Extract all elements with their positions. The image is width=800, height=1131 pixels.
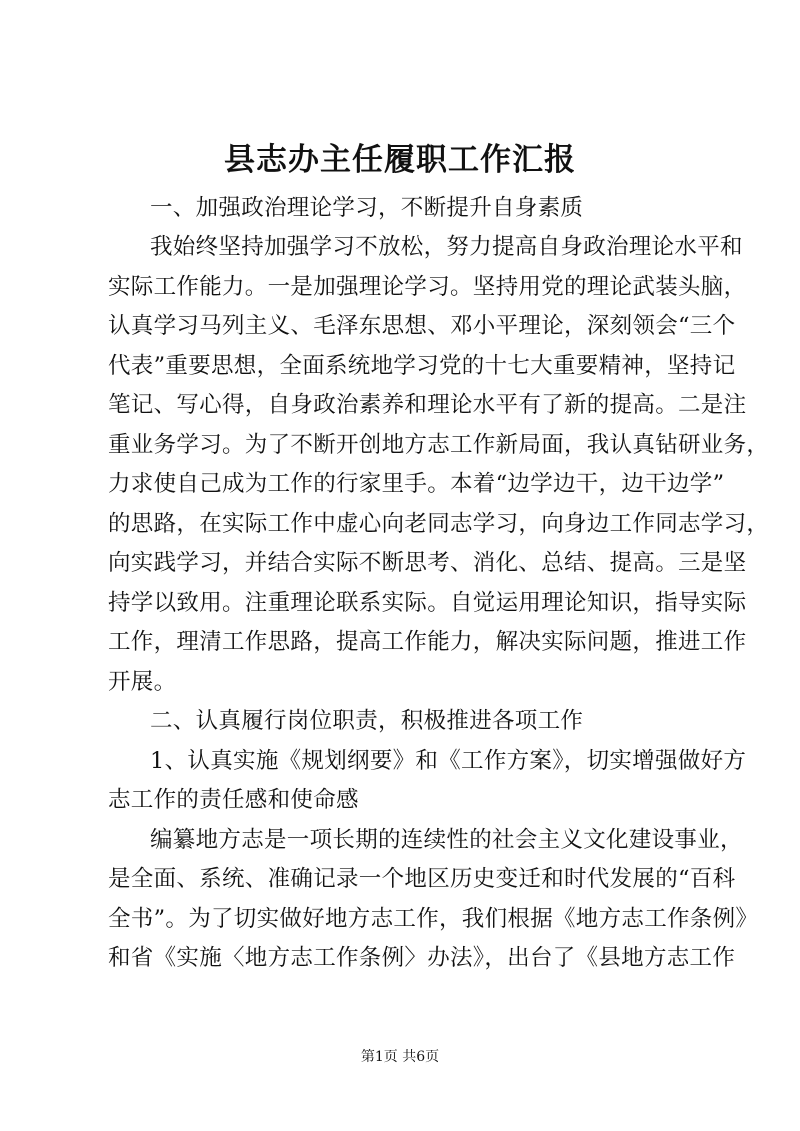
text-line-section-heading-1: 一、加强政治理论学习，不断提升自身素质 (150, 195, 584, 221)
text-line: 开展。 (108, 669, 177, 695)
page-number: 第1页 共6页 (360, 1049, 440, 1065)
text-line: 和省《实施〈地方志工作条例〉办法》，出台了《县地方志工作 (108, 945, 736, 971)
text-line: 持学以致用。注重理论联系实际。自觉运用理论知识，指导实际 (108, 590, 747, 616)
text-line: 向实践学习，并结合实际不断思考、消化、总结、提高。三是坚 (108, 550, 747, 576)
text-line: 工作，理清工作思路，提高工作能力，解决实际问题，推进工作 (108, 629, 747, 655)
text-line: 力求使自己成为工作的行家里手。本着“边学边干，边干边学” (108, 471, 725, 497)
text-line: 笔记、写心得，自身政治素养和理论水平有了新的提高。二是注 (108, 392, 747, 418)
text-line-subheading: 1、认真实施《规划纲要》和《工作方案》，切实增强做好方 (150, 748, 747, 774)
text-line: 是全面、系统、准确记录一个地区历史变迁和时代发展的“百科 (108, 866, 736, 892)
text-line: 我始终坚持加强学习不放松，努力提高自身政治理论水平和 (150, 234, 743, 260)
text-line: 志工作的责任感和使命感 (108, 787, 359, 813)
text-line: 全书”。为了切实做好地方志工作，我们根据《地方志工作条例》 (108, 906, 759, 932)
text-line: 编纂地方志是一项长期的连续性的社会主义文化建设事业， (150, 827, 743, 853)
text-line-section-heading-2: 二、认真履行岗位职责，积极推进各项工作 (150, 708, 584, 734)
text-line: 的思路，在实际工作中虚心向老同志学习，向身边工作同志学习， (108, 511, 770, 537)
text-line: 代表”重要思想，全面系统地学习党的十七大重要精神，坚持记 (108, 353, 736, 379)
text-line: 重业务学习。为了不断开创地方志工作新局面，我认真钻研业务， (108, 432, 770, 458)
document-title: 县志办主任履职工作汇报 (224, 142, 576, 178)
text-line: 认真学习马列主义、毛泽东思想、邓小平理论，深刻领会“三个 (108, 313, 736, 339)
text-line: 实际工作能力。一是加强理论学习。坚持用党的理论武装头脑， (108, 274, 747, 300)
